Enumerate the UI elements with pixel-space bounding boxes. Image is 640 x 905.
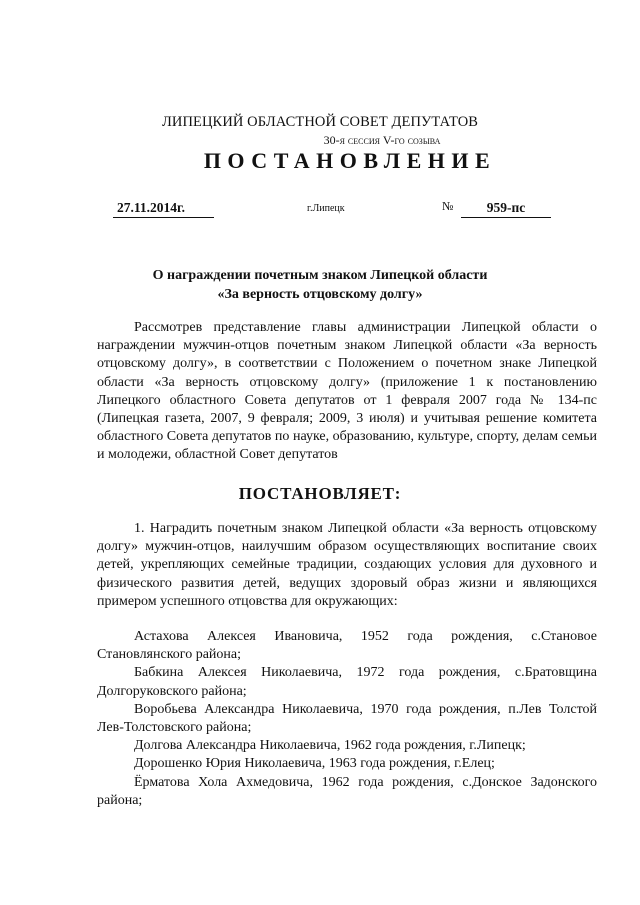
document-city: г.Липецк — [307, 203, 345, 214]
document-type-title: ПОСТАНОВЛЕНИЕ — [203, 148, 497, 173]
preamble-paragraph: Рассмотрев представление главы администрации Липецкой области о награждении мужчин-отцов почетным знаком Липецкой области «За верность отцовскому долгу», в соответствии с Положением о почетном знаке Липецкой области «За верность отцовскому долгу» (приложение 1 к постановлению Липецкого областного Совета депутатов от 1 февраля 2007 года № 134-пс (Липецкая газета, 2007, 9 февраля; 2009, 3 июля) и учитывая решение комитета областного Совета депутатов по науке, образованию, культуре, спорту, делам семьи и молодежи, областной Совет депутатов — [97, 320, 597, 463]
organization-name: ЛИПЕЦКИЙ ОБЛАСТНОЙ СОВЕТ ДЕПУТАТОВ — [161, 114, 479, 130]
list-item: Астахова Алексея Ивановича, 1952 года рождения, с.Становое Становлянского района; — [97, 629, 597, 663]
subject-line-2: «За верность отцовскому долгу» — [217, 287, 423, 302]
session-line: 30-я сессия V-го созыва — [323, 133, 441, 147]
number-label: № — [442, 199, 454, 213]
list-item: Бабкина Алексея Николаевича, 1972 года рождения, с.Братовщина Долгоруковского района; — [97, 665, 597, 699]
list-item: Долгова Александра Николаевича, 1962 года рождения, г.Липецк; — [134, 738, 526, 754]
resolve-heading: ПОСТАНОВЛЯЕТ: — [238, 484, 402, 503]
subject-line-1: О награждении почетным знаком Липецкой области — [152, 268, 488, 283]
awardee-list — [97, 628, 597, 810]
list-item: Воробьева Александра Николаевича, 1970 года рождения, п.Лев Толстой Лев-Толстовского района; — [97, 701, 597, 736]
document-subject — [0, 266, 640, 304]
list-item: Дорошенко Юрия Николаевича, 1963 года рождения, г.Елец; — [134, 756, 495, 772]
clause-1-paragraph: 1. Наградить почетным знаком Липецкой области «За верность отцовскому долгу» мужчин-отцов, наилучшим образом осуществляющих воспитание своих детей, укрепляющих семейные традиции, создающих условия для духовного и физического развития детей, ведущих здоровый образ жизни и являющихся примером успешного отцовства для окружающих: — [97, 521, 597, 609]
document-number: 959-пс — [461, 200, 551, 218]
document-date: 27.11.2014г. — [113, 200, 214, 218]
list-item: Ёрматова Хола Ахмедовича, 1962 года рождения, с.Донское Задонского района; — [97, 774, 597, 808]
